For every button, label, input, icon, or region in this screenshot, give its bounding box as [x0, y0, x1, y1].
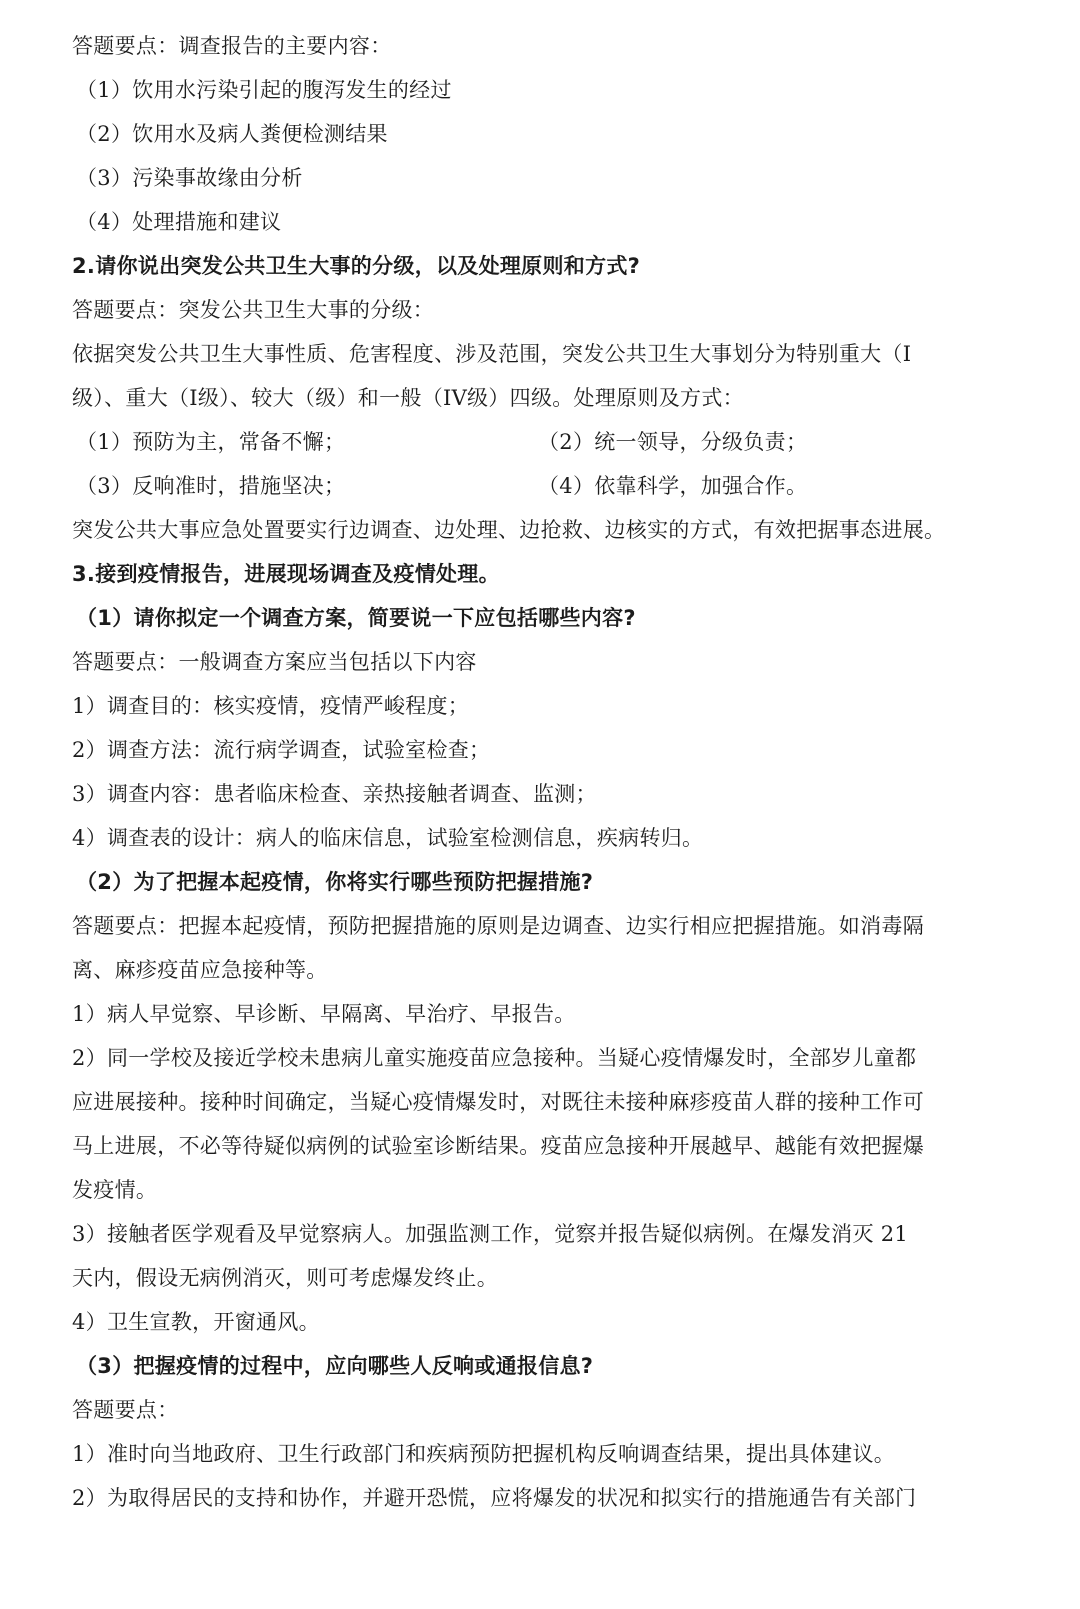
- principle-item: （1）预防为主，常备不懈；: [76, 430, 346, 454]
- answer-points-line: 答题要点：调查报告的主要内容：: [72, 34, 392, 58]
- answer-points-line: 答题要点：突发公共卫生大事的分级：: [72, 298, 435, 322]
- list-item: 4）卫生宣教，开窗通风。: [72, 1310, 320, 1334]
- list-item: （3）污染事故缘由分析: [76, 166, 303, 190]
- list-item: （2）饮用水及病人粪便检测结果: [76, 122, 388, 146]
- principle-item: （3）反响准时，措施坚决；: [76, 474, 346, 498]
- principle-item: （2）统一领导，分级负责；: [538, 430, 808, 454]
- list-item: 3）调查内容：患者临床检查、亲热接触者调查、监测；: [72, 782, 597, 806]
- answer-points-line: 答题要点：一般调查方案应当包括以下内容: [72, 650, 477, 674]
- paragraph-line: 天内，假设无病例消灭，则可考虑爆发终止。: [72, 1266, 498, 1290]
- question-3-3-heading: （3）把握疫情的过程中，应向哪些人反响或通报信息?: [76, 1354, 594, 1378]
- list-item: 4）调查表的设计：病人的临床信息，试验室检测信息，疾病转归。: [72, 826, 704, 850]
- list-item: 1）调查目的：核实疫情，疫情严峻程度；: [72, 694, 470, 718]
- question-3-heading: 3.接到疫情报告，进展现场调查及疫情处理。: [72, 562, 500, 586]
- paragraph-line: 依据突发公共卫生大事性质、危害程度、涉及范围，突发公共卫生大事划分为特别重大（I: [72, 342, 912, 366]
- list-item: 2）同一学校及接近学校未患病儿童实施疫苗应急接种。当疑心疫情爆发时，全部岁儿童都: [72, 1046, 917, 1070]
- principle-item: （4）依靠科学，加强合作。: [538, 474, 808, 498]
- paragraph-line: 突发公共大事应急处置要实行边调查、边处理、边抢救、边核实的方式，有效把据事态进展。: [72, 518, 946, 542]
- list-item: 1）病人早觉察、早诊断、早隔离、早治疗、早报告。: [72, 1002, 576, 1026]
- paragraph-line: 马上进展，不必等待疑似病例的试验室诊断结果。疫苗应急接种开展越早、越能有效把握爆: [72, 1134, 924, 1158]
- paragraph-line: 离、麻疹疫苗应急接种等。: [72, 958, 328, 982]
- list-item: （1）饮用水污染引起的腹泻发生的经过: [76, 78, 452, 102]
- list-item: 1）准时向当地政府、卫生行政部门和疾病预防把握机构反响调查结果，提出具体建议。: [72, 1442, 896, 1466]
- list-item: 2）调查方法：流行病学调查，试验室检查；: [72, 738, 491, 762]
- paragraph-line: 答题要点：把握本起疫情，预防把握措施的原则是边调查、边实行相应把握措施。如消毒隔: [72, 914, 924, 938]
- list-item: （4）处理措施和建议: [76, 210, 282, 234]
- paragraph-line: 级）、重大（I级）、较大（级）和一般（IV级）四级。处理原则及方式：: [72, 386, 744, 410]
- answer-points-line: 答题要点：: [72, 1398, 179, 1422]
- paragraph-line: 应进展接种。接种时间确定，当疑心疫情爆发时，对既往未接种麻疹疫苗人群的接种工作可: [72, 1090, 924, 1114]
- list-item: 3）接触者医学观看及早觉察病人。加强监测工作，觉察并报告疑似病例。在爆发消灭 21: [72, 1222, 909, 1246]
- list-item: 2）为取得居民的支持和协作，并避开恐慌，应将爆发的状况和拟实行的措施通告有关部门: [72, 1486, 917, 1510]
- question-2-heading: 2.请你说出突发公共卫生大事的分级，以及处理原则和方式?: [72, 254, 641, 278]
- question-3-1-heading: （1）请你拟定一个调查方案，简要说一下应包括哪些内容?: [76, 606, 636, 630]
- question-3-2-heading: （2）为了把握本起疫情，你将实行哪些预防把握措施?: [76, 870, 594, 894]
- paragraph-line: 发疫情。: [72, 1178, 158, 1202]
